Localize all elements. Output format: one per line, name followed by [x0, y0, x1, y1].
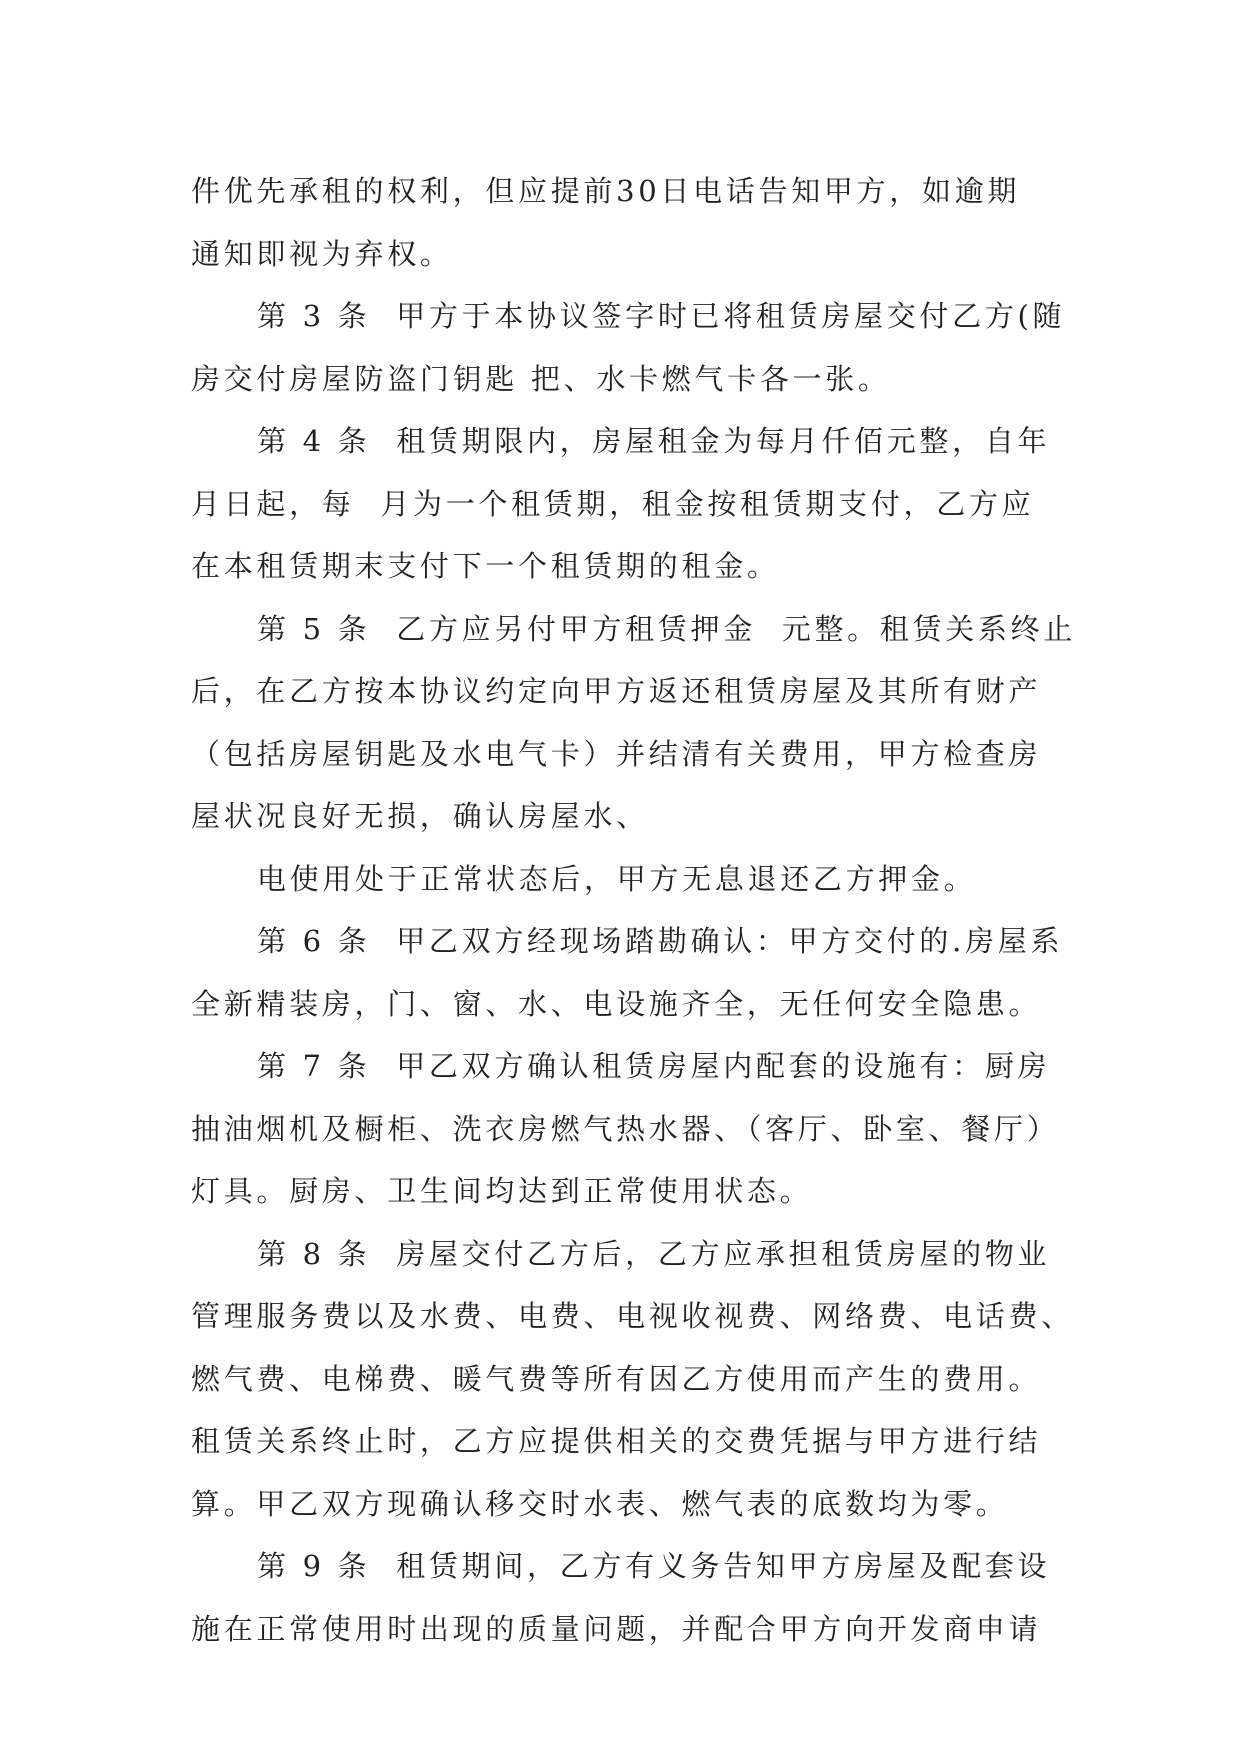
text-line: 施在正常使用时出现的质量问题，并配合甲方向开发商申请 [191, 1611, 1042, 1646]
text-line: （包括房屋钥匙及水电气卡）并结清有关费用，甲方检查房 [191, 736, 1042, 771]
text-line: 第 6 条 甲乙双方经现场踏勘确认：甲方交付的.房屋系 [257, 924, 1064, 958]
text-line: 租赁关系终止时，乙方应提供相关的交费凭据与甲方进行结 [191, 1424, 1042, 1458]
text-line: 月日起，每 月为一个租赁期，租金按租赁期支付，乙方应 [191, 486, 1035, 521]
text-line: 在本租赁期末支付下一个租赁期的租金。 [191, 549, 780, 583]
text-line: 第 4 条 租赁期限内，房屋租金为每月仟佰元整，自年 [257, 424, 1051, 458]
text-line: 第 3 条 甲方于本协议签字时已将租赁房屋交付乙方(随 [257, 299, 1066, 333]
text-line: 抽油烟机及橱柜、洗衣房燃气热水器、（客厅、卧室、餐厅） [191, 1111, 1060, 1146]
text-line: 屋状况良好无损，确认房屋水、 [191, 799, 649, 833]
text-line: 管理服务费以及水费、电费、电视收视费、网络费、电话费、 [191, 1299, 1074, 1333]
text-line: 通知即视为弃权。 [191, 236, 453, 271]
text-line: 后，在乙方按本协议约定向甲方返还租赁房屋及其所有财产 [191, 674, 1042, 708]
text-line: 件优先承租的权利，但应提前30日电话告知甲方，如逾期 [191, 174, 1021, 208]
text-line: 灯具。厨房、卫生间均达到正常使用状态。 [191, 1174, 813, 1208]
text-line: 燃气费、电梯费、暖气费等所有因乙方使用而产生的费用。 [191, 1361, 1042, 1396]
text-line: 第 9 条 租赁期间，乙方有义务告知甲方房屋及配套设 [257, 1549, 1051, 1583]
text-line: 全新精装房，门、窗、水、电设施齐全，无任何安全隐患。 [191, 986, 1042, 1021]
text-line: 电使用处于正常状态后，甲方无息退还乙方押金。 [257, 861, 977, 896]
text-line: 房交付房屋防盗门钥匙 把、水卡燃气卡各一张。 [191, 361, 891, 396]
text-line: 算。甲乙双方现确认移交时水表、燃气表的底数均为零。 [191, 1486, 1009, 1521]
text-line: 第 5 条 乙方应另付甲方租赁押金 元整。租赁关系终止 [257, 611, 1077, 646]
text-line: 第 7 条 甲乙双方确认租赁房屋内配套的设施有：厨房 [257, 1049, 1051, 1083]
document-body [191, 160, 1077, 1660]
text-line: 第 8 条 房屋交付乙方后，乙方应承担租赁房屋的物业 [257, 1236, 1051, 1271]
